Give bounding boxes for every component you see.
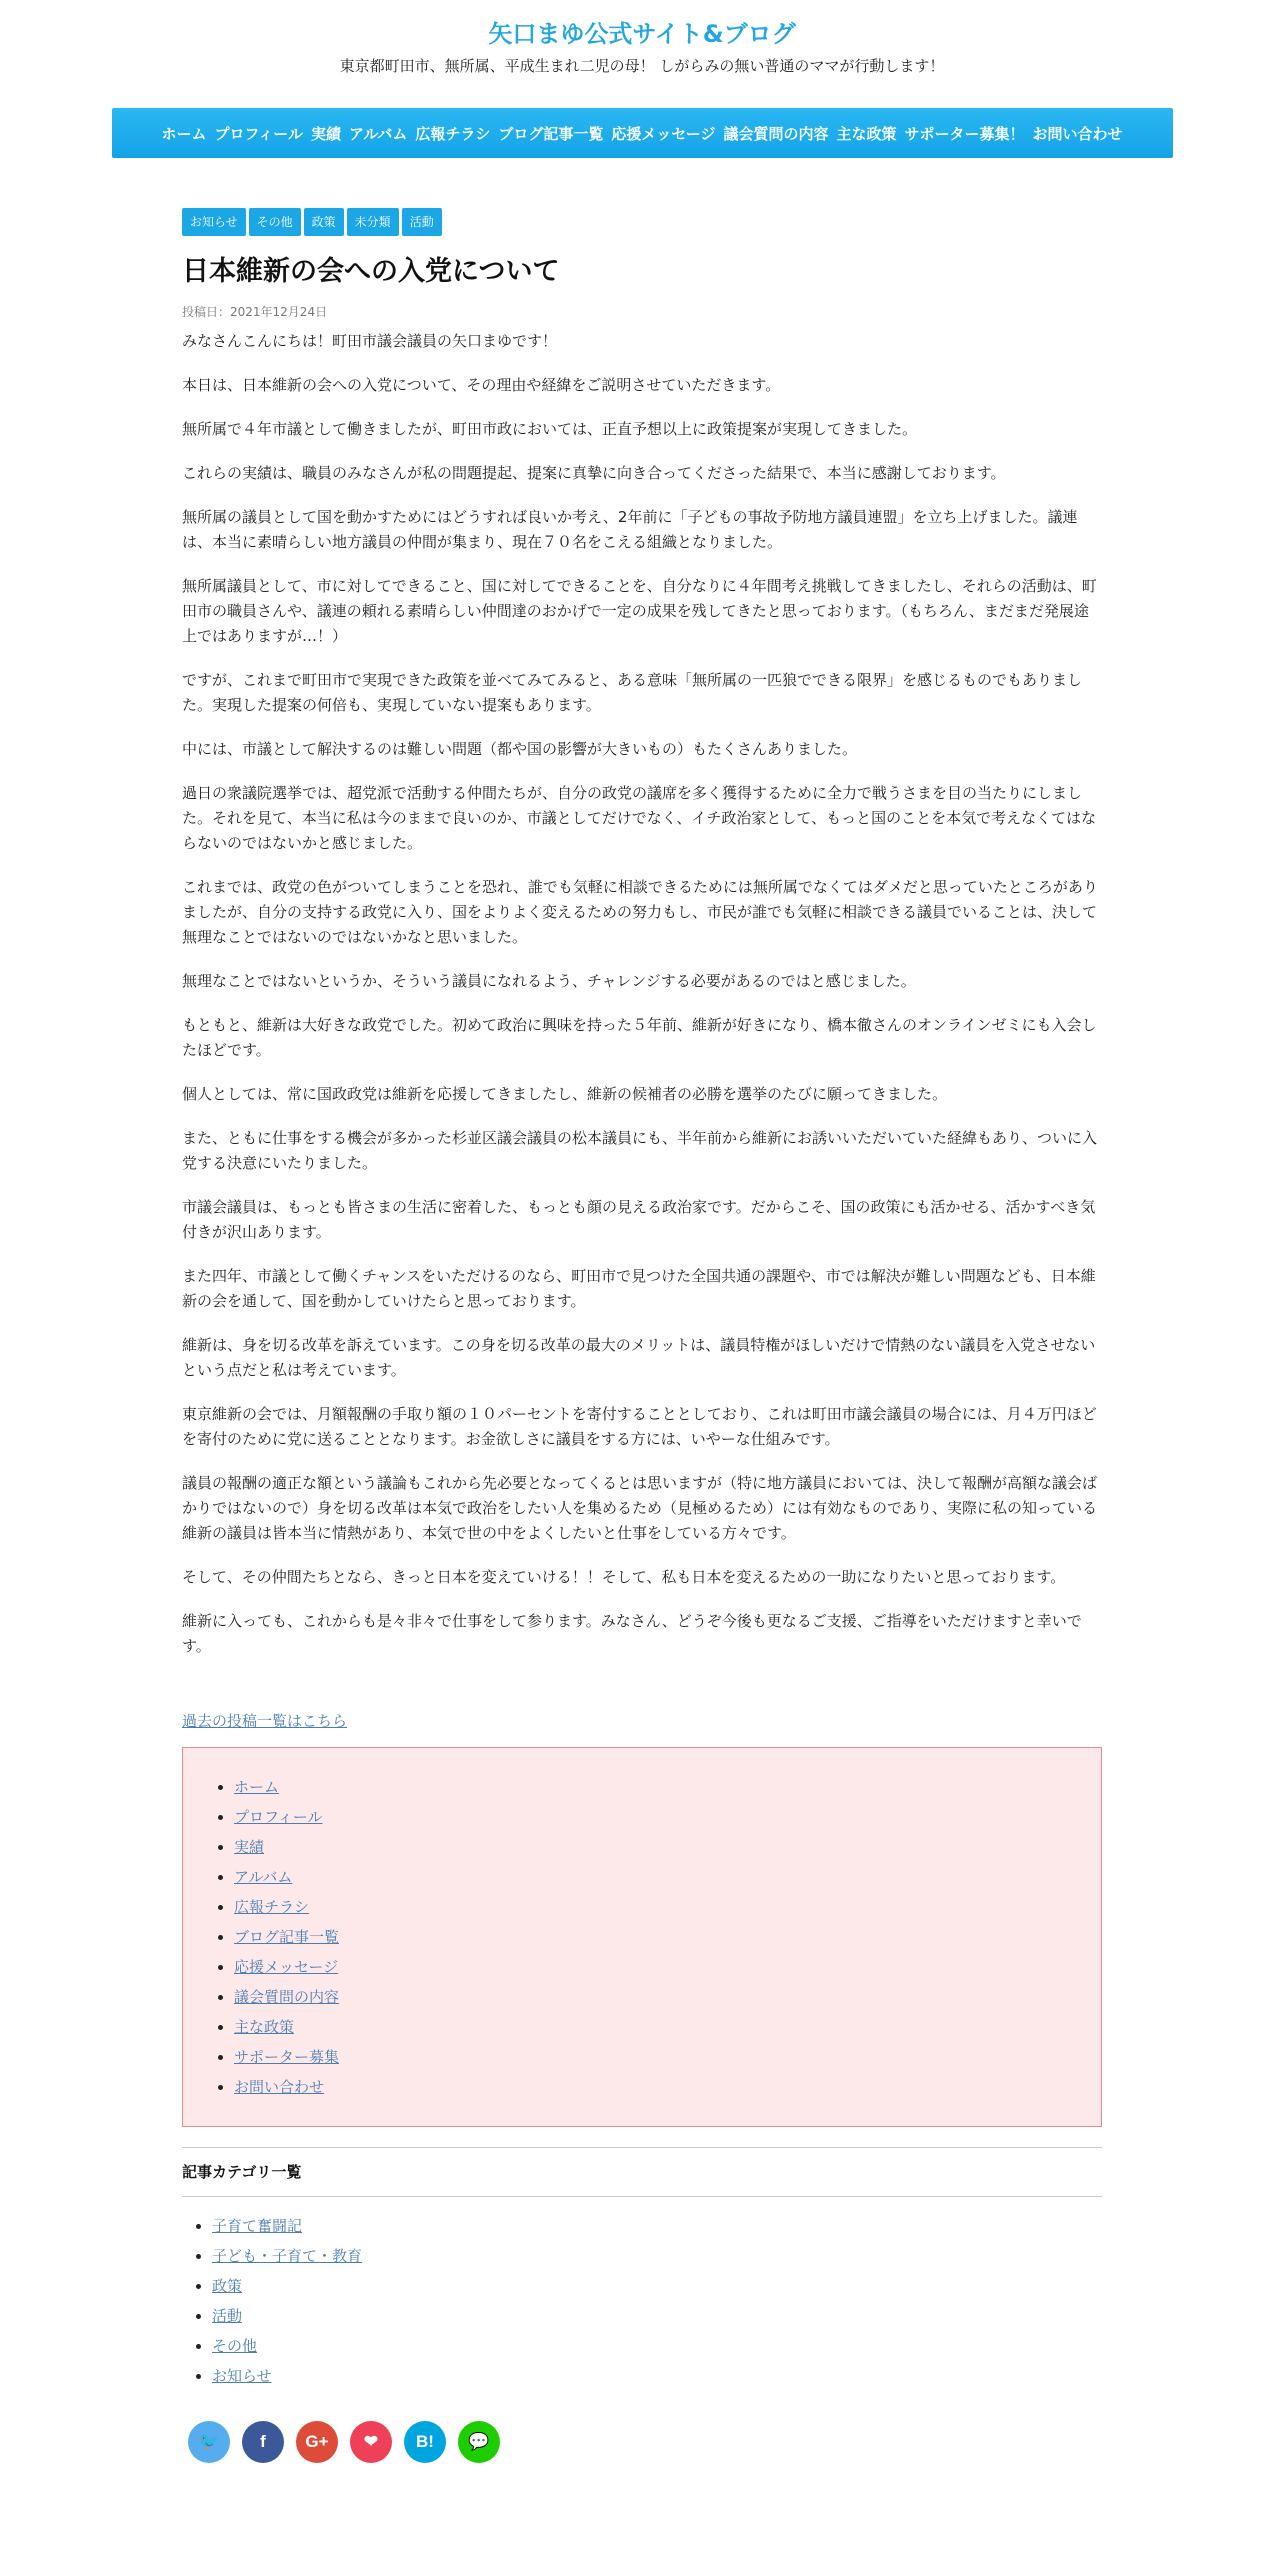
post-paragraph: 本日は、日本維新の会への入党について、その理由や経緯をご説明させていただきます。	[182, 376, 781, 394]
google-plus-share-button[interactable]	[296, 2421, 338, 2463]
nav-item-policies[interactable]: 主な政策	[836, 124, 897, 143]
post-title: 日本維新の会への入党について	[182, 256, 560, 287]
category-link-parenting-diary[interactable]: 子育て奮闘記	[212, 2217, 303, 2235]
list-item	[212, 2271, 1102, 2301]
facebook-share-button[interactable]	[242, 2421, 284, 2463]
post-paragraph: 過日の衆議院選挙では、超党派で活動する仲間たちが、自分の政党の議席を多く獲得するために全力で戦うさまを目の当たりにしました。それを見て、本当に私は今のままで良いのか、市議としてだけでなく、イチ政治家として、もっと国のことを本気で考えなくてはならないのではないかと感じました。	[182, 784, 1097, 852]
nav-item-blog-list[interactable]: ブログ記事一覧	[498, 124, 604, 143]
line-icon: 💬	[468, 2432, 490, 2451]
post-paragraph: 中には、市議として解決するのは難しい問題（都や国の影響が大きいもの）もたくさんありました。	[182, 740, 858, 758]
list-item	[234, 2012, 1101, 2042]
page-menu-link-questions[interactable]: 議会質問の内容	[234, 1988, 340, 2006]
global-nav	[112, 108, 1173, 158]
tag-other[interactable]: その他	[249, 208, 301, 236]
page-menu-box	[182, 1747, 1102, 2127]
page-menu-link-achievements[interactable]: 実績	[234, 1838, 265, 1856]
category-link-policy[interactable]: 政策	[212, 2277, 243, 2295]
post-paragraph: 個人としては、常に国政政党は維新を応援してきましたし、維新の候補者の必勝を選挙のたびに願ってきました。	[182, 1085, 948, 1103]
post-paragraph: 東京維新の会では、月額報酬の手取り額の１０パーセントを寄付することとしており、これは町田市議会議員の場合には、月４万円ほどを寄付のために党に送ることとなります。お金欲しさに議員をする方には、いやーな仕組みです。	[182, 1405, 1097, 1448]
nav-item-flyers[interactable]: 広報チラシ	[415, 124, 491, 143]
nav-item-profile[interactable]: プロフィール	[214, 124, 303, 143]
tag-uncategorized[interactable]: 未分類	[347, 208, 399, 236]
post-paragraph: また四年、市議として働くチャンスをいただけるのなら、町田市で見つけた全国共通の課題や、市では解決が難しい問題なども、日本維新の会を通して、国を動かしていけたらと思っております。	[182, 1267, 1096, 1310]
post-paragraph: これらの実績は、職員のみなさんが私の問題提起、提案に真摯に向き合ってくださった結果で、本当に感謝しております。	[182, 464, 1006, 482]
page-menu-link-blog-list[interactable]: ブログ記事一覧	[234, 1928, 340, 1946]
page-menu-link-supporters[interactable]: サポーター募集	[234, 2048, 340, 2066]
pocket-share-button[interactable]	[350, 2421, 392, 2463]
post-paragraph: そして、その仲間たちとなら、きっと日本を変えていける！！そして、私も日本を変えるための一助になりたいと思っております。	[182, 1568, 1066, 1586]
post-date: 投稿日：2021年12月24日	[182, 305, 328, 319]
tag-news[interactable]: お知らせ	[182, 208, 246, 236]
list-item	[234, 2042, 1101, 2072]
list-item	[234, 1922, 1101, 1952]
hatena-share-button[interactable]	[404, 2421, 446, 2463]
page-menu-link-messages[interactable]: 応援メッセージ	[234, 1958, 339, 1976]
tag-activity[interactable]: 活動	[402, 208, 442, 236]
page-menu-link-home[interactable]: ホーム	[234, 1778, 280, 1796]
nav-item-achievements[interactable]: 実績	[310, 124, 341, 143]
site-header	[0, 0, 1284, 76]
nav-item-contact[interactable]: お問い合わせ	[1032, 124, 1123, 143]
post-paragraph: 無所属の議員として国を動かすためにはどうすれば良いか考え、2年前に「子どもの事故予防地方議員連盟」を立ち上げました。議連は、本当に素晴らしい地方議員の仲間が集まり、現在７０名をこえる組織となりました。	[182, 508, 1078, 551]
nav-item-supporters[interactable]: サポーター募集！	[904, 124, 1025, 143]
tag-policy[interactable]: 政策	[304, 208, 344, 236]
post-paragraph: また、ともに仕事をする機会が多かった杉並区議会議員の松本議員にも、半年前から維新にお誘いいただいていた経緯もあり、ついに入党する決意にいたりました。	[182, 1129, 1098, 1172]
category-link-children-education[interactable]: 子ども・子育て・教育	[212, 2247, 363, 2265]
hatena-bookmark-icon: B!	[416, 2432, 434, 2451]
list-item	[234, 1952, 1101, 1982]
post-paragraph: みなさんこんにちは！町田市議会議員の矢口まゆです！	[182, 332, 558, 350]
list-item	[212, 2331, 1102, 2361]
nav-item-questions[interactable]: 議会質問の内容	[723, 124, 829, 143]
post-paragraph: もともと、維新は大好きな政党でした。初めて政治に興味を持った５年前、維新が好きになり、橋本徹さんのオンラインゼミにも入会したほどです。	[182, 1016, 1097, 1059]
post-paragraph: 無所属で４年市議として働きましたが、町田市政においては、正直予想以上に政策提案が実現してきました。	[182, 420, 918, 438]
twitter-icon: 🐦	[198, 2432, 220, 2451]
pocket-icon: ❤	[363, 2432, 379, 2451]
post-paragraph: 市議会議員は、もっとも皆さまの生活に密着した、もっとも顔の見える政治家です。だからこそ、国の政策にも活かせる、活かすべき気付きが沢山あります。	[182, 1198, 1096, 1241]
twitter-share-button[interactable]	[188, 2421, 230, 2463]
post-paragraph: 維新は、身を切る改革を訴えています。この身を切る改革の最大のメリットは、議員特権がほしいだけで情熱のない議員を入党させないという点だと私は考えています。	[182, 1336, 1096, 1379]
nav-item-messages[interactable]: 応援メッセージ	[611, 124, 716, 143]
page-menu-link-contact[interactable]: お問い合わせ	[234, 2078, 325, 2096]
category-link-news[interactable]: お知らせ	[212, 2367, 272, 2385]
nav-item-home[interactable]: ホーム	[161, 124, 207, 143]
site-description: 東京都町田市、無所属、平成生まれ二児の母！ しがらみの無い普通のママが行動します！	[339, 57, 945, 75]
google-plus-icon: G+	[305, 2432, 329, 2451]
site-title-link[interactable]: 矢口まゆ公式サイト&ブログ	[488, 20, 796, 48]
main-content	[182, 208, 1102, 2463]
category-list	[182, 2211, 1102, 2391]
post-paragraph: ですが、これまで町田市で実現できた政策を並べてみてみると、ある意味「無所属の一匹狼でできる限界」を感じるものでもありました。実現した提案の何倍も、実現していない提案もあります。	[182, 671, 1083, 714]
past-posts-link[interactable]: 過去の投稿一覧はこちら	[182, 1712, 348, 1730]
page-menu-link-profile[interactable]: プロフィール	[234, 1808, 323, 1826]
category-link-activity[interactable]: 活動	[212, 2307, 243, 2325]
list-item	[234, 1982, 1101, 2012]
list-item	[234, 1802, 1101, 1832]
category-link-other[interactable]: その他	[212, 2337, 258, 2355]
page-menu-list	[183, 1772, 1101, 2102]
list-item	[234, 1772, 1101, 1802]
nav-item-album[interactable]: アルバム	[348, 124, 408, 143]
post-paragraph: 無理なことではないというか、そういう議員になれるよう、チャレンジする必要があるのではと感じました。	[182, 972, 916, 990]
list-item	[212, 2241, 1102, 2271]
page-menu-link-policies[interactable]: 主な政策	[234, 2018, 295, 2036]
facebook-icon: f	[260, 2432, 266, 2451]
list-item	[234, 1832, 1101, 1862]
post-paragraph: これまでは、政党の色がついてしまうことを恐れ、誰でも気軽に相談できるためには無所属でなくてはダメだと思っていたところがありましたが、自分の支持する政党に入り、国をよりよく変えるための努力もし、市民が誰でも気軽に相談できる議員でいることは、決して無理なことではないのではないかなと思いました。	[182, 878, 1098, 946]
page-menu-link-album[interactable]: アルバム	[234, 1868, 293, 1886]
page-menu-link-flyers[interactable]: 広報チラシ	[234, 1898, 310, 1916]
list-item	[234, 1892, 1101, 1922]
post-paragraph: 議員の報酬の適正な額という議論もこれから先必要となってくるとは思いますが（特に地方議員においては、決して報酬が高額な議会ばかりではないので）身を切る改革は本気で政治をしたい人を集めるため（見極めるため）には有効なものであり、実際に私の知っている維新の議員は皆本当に情熱があり、本気で世の中をよくしたいと仕事をしている方々です。	[182, 1474, 1098, 1542]
category-heading: 記事カテゴリ一覧	[182, 2147, 1102, 2197]
list-item	[212, 2211, 1102, 2241]
list-item	[212, 2361, 1102, 2391]
list-item	[234, 2072, 1101, 2102]
post-body	[182, 329, 1102, 1659]
post-paragraph: 維新に入っても、これからも是々非々で仕事をして参ります。みなさん、どうぞ今後も更なるご支援、ご指導をいただけますと幸いです。	[182, 1612, 1082, 1655]
share-buttons	[182, 2421, 1102, 2463]
post-paragraph: 無所属議員として、市に対してできること、国に対してできることを、自分なりに４年間考え挑戦してきましたし、それらの活動は、町田市の職員さんや、議連の頼れる素晴らしい仲間達のおかげで一定の成果を残してきたと思っております。（もちろん、まだまだ発展途上ではありますが…！）	[182, 577, 1097, 645]
list-item	[212, 2301, 1102, 2331]
line-share-button[interactable]	[458, 2421, 500, 2463]
list-item	[234, 1862, 1101, 1892]
category-tags	[182, 208, 1102, 236]
